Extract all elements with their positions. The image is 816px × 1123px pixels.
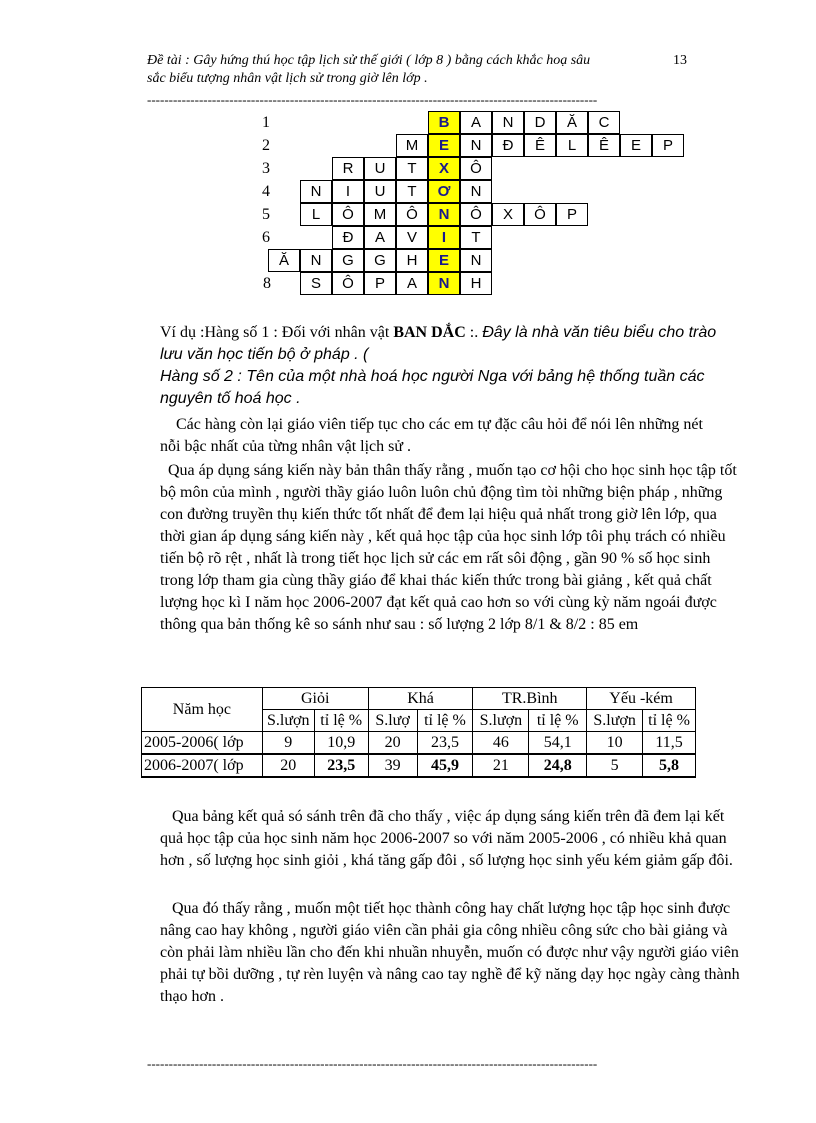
table-row [142, 732, 696, 755]
cell: 9 [262, 732, 314, 755]
crossword-cell: T [396, 180, 428, 203]
crossword-cell: G [332, 249, 364, 272]
crossword-cell: E [620, 134, 652, 157]
crossword-cell: Đ [492, 134, 524, 157]
page-header [147, 52, 687, 88]
paragraph-4: Qua đó thấy rằng , muốn một tiết học thành công hay chất lượng học tập học sinh được nâng cao hay không , người giáo viên cần phải gia công nhiều công sức cho bài giảng và còn phải làm nhiều lần cho đến khi nhuần nhuyễn, muốn có được như vậy người giáo viên phải tự bồi dưỡng , tự rèn luyện và nâng cao tay nghề để kỹ năng dạy học ngày càng thành thạo hơn . [160, 900, 740, 1005]
crossword-cell: I [332, 180, 364, 203]
crossword-cell: H [460, 272, 492, 295]
crossword-cell: N [460, 134, 492, 157]
cell: 5,8 [643, 754, 696, 777]
crossword-row-number: 5 [262, 205, 270, 223]
table-row [142, 754, 696, 777]
sub-header-pct: tỉ lệ % [314, 710, 368, 732]
crossword-row-number: 1 [262, 113, 270, 131]
row-year: 2005-2006( lớp [142, 732, 263, 755]
example-row-2: Hàng số 2 : Tên của một nhà hoá học người Nga với bảng hệ thống tuần các nguyên tố hoá học . [160, 368, 705, 407]
crossword-cell: N [300, 249, 332, 272]
crossword-key-cell: I [428, 226, 460, 249]
cell: 20 [262, 754, 314, 777]
cell: 23,5 [417, 732, 473, 755]
crossword-row-number: 6 [262, 228, 270, 246]
crossword-key-cell: E [428, 249, 460, 272]
paragraph-1: Các hàng còn lại giáo viên tiếp tục cho các em tự đặc câu hỏi để nói lên những nét nỗi bậc nhất của từng nhân vật lịch sử . [160, 416, 703, 455]
crossword-key-cell: N [428, 272, 460, 295]
crossword-cell: R [332, 157, 364, 180]
crossword-cell: C [588, 111, 620, 134]
crossword-cell: N [492, 111, 524, 134]
crossword-cell: Ô [332, 203, 364, 226]
example-row-1-mid: :. [465, 324, 483, 341]
crossword-cell: Ă [268, 249, 300, 272]
crossword-cell: A [364, 226, 396, 249]
crossword-cell: P [652, 134, 684, 157]
crossword-cell: M [396, 134, 428, 157]
cell: 39 [368, 754, 417, 777]
crossword-cell: A [396, 272, 428, 295]
footer-divider: -------------------------------------------------------------------------------------------------------- [147, 1057, 598, 1071]
crossword-cell: Ê [524, 134, 556, 157]
example-row-1-name: BAN DẮC [393, 324, 466, 341]
crossword-cell: L [300, 203, 332, 226]
crossword-cell: Ô [332, 272, 364, 295]
crossword-key-cell: B [428, 111, 460, 134]
crossword-cell: D [524, 111, 556, 134]
crossword-cell: P [364, 272, 396, 295]
year-header: Năm học [142, 688, 263, 732]
header-line-2: sắc biểu tượng nhân vật lịch sử trong giờ lên lớp . [147, 71, 428, 86]
crossword-cell: H [396, 249, 428, 272]
sub-header-count: S.lượ [368, 710, 417, 732]
cell: 24,8 [529, 754, 587, 777]
paragraph-3: Qua bảng kết quả só sánh trên đã cho thấy , việc áp dụng sáng kiến trên đã đem lại kết quả học tập của học sinh năm học 2006-2007 so với năm 2005-2006 , có nhiều khả quan hơn , số lượng học sinh giỏi , khá tăng gấp đôi , số lượng học sinh yếu kém giảm gấp đôi. [160, 808, 733, 869]
cell: 11,5 [643, 732, 696, 755]
example-row-1-description: Đây là nhà văn tiêu biểu cho trào lưu văn học tiến bộ ở pháp . ( [160, 324, 717, 363]
crossword-cell: L [556, 134, 588, 157]
crossword-key-cell: N [428, 203, 460, 226]
cell: 45,9 [417, 754, 473, 777]
crossword-cell: Ă [556, 111, 588, 134]
cell: 5 [587, 754, 643, 777]
example-row-1-prefix: Ví dụ :Hàng số 1 : Đối với nhân vật [160, 324, 394, 341]
crossword-cell: X [492, 203, 524, 226]
crossword-row-number: 8 [263, 274, 271, 292]
crossword-cell: Ô [396, 203, 428, 226]
crossword-cell: Ô [460, 157, 492, 180]
crossword-cell: A [460, 111, 492, 134]
crossword-row-number: 4 [262, 182, 270, 200]
sub-header-pct: tỉ lệ % [643, 710, 696, 732]
sub-header-count: S.lượn [587, 710, 643, 732]
crossword-cell: M [364, 203, 396, 226]
crossword-key-cell: E [428, 134, 460, 157]
crossword-cell: G [364, 249, 396, 272]
example-row-1 [160, 322, 720, 366]
group-header-gioi: Giỏi [262, 688, 368, 710]
crossword-cell: T [460, 226, 492, 249]
crossword-cell: V [396, 226, 428, 249]
paragraph-2: Qua áp dụng sáng kiến này bản thân thấy rằng , muốn tạo cơ hội cho học sinh học tập tốt bộ môn của mình , người thầy giáo luôn luôn chủ động tìm tòi những biện pháp , những con đường truyền thụ kiến thức tốt nhất để đem lại hiệu quả nhất trong giờ lên lớp, qua thời gian áp dụng sáng kiến này , kết quả học tập của học sinh lớp tôi phụ trách có nhiều tiến bộ rõ rệt , nhất là trong tiết học lịch sử các em rất sôi động , gần 90 % số học sinh trong lớp tham gia cùng thầy giáo để khai thác kiến thức trong bài giảng , kết quả chất lượng học kì I năm học 2006-2007 đạt kết quả cao hơn so với cùng kỳ năm ngoái được thông qua bản thống kê so sánh như sau : số lượng 2 lớp 8/1 & 8/2 : 85 em [160, 462, 737, 633]
header-divider: -------------------------------------------------------------------------------------------------------- [147, 93, 598, 107]
cell: 54,1 [529, 732, 587, 755]
crossword-row-number: 2 [262, 136, 270, 154]
cell: 23,5 [314, 754, 368, 777]
cell: 10 [587, 732, 643, 755]
crossword-key-cell: X [428, 157, 460, 180]
crossword-key-cell: Ơ [428, 180, 460, 203]
results-table [141, 687, 696, 778]
crossword-cell: U [364, 157, 396, 180]
crossword-row-number: 3 [262, 159, 270, 177]
crossword-cell: Ô [460, 203, 492, 226]
cell: 20 [368, 732, 417, 755]
cell: 21 [473, 754, 529, 777]
row-year: 2006-2007( lớp [142, 754, 263, 777]
crossword-cell: T [396, 157, 428, 180]
crossword-cell: Ô [524, 203, 556, 226]
header-line-1: Đề tài : Gây hứng thú học tập lịch sử thế giới ( lớp 8 ) bằng cách khắc hoạ sâu [147, 53, 591, 68]
page-number: 13 [673, 53, 687, 68]
cell: 10,9 [314, 732, 368, 755]
sub-header-count: S.lượn [262, 710, 314, 732]
crossword-cell: N [460, 180, 492, 203]
cell: 46 [473, 732, 529, 755]
sub-header-pct: tỉ lệ % [417, 710, 473, 732]
crossword-cell: Đ [332, 226, 364, 249]
group-header-kha: Khá [368, 688, 473, 710]
group-header-yeukem: Yếu -kém [587, 688, 696, 710]
crossword-cell: N [300, 180, 332, 203]
crossword-cell: N [460, 249, 492, 272]
crossword-cell: Ê [588, 134, 620, 157]
crossword-cell: P [556, 203, 588, 226]
example-block [160, 322, 720, 410]
sub-header-count: S.lượn [473, 710, 529, 732]
crossword-cell: S [300, 272, 332, 295]
crossword-cell: U [364, 180, 396, 203]
sub-header-pct: tỉ lệ % [529, 710, 587, 732]
group-header-trbinh: TR.Bình [473, 688, 587, 710]
